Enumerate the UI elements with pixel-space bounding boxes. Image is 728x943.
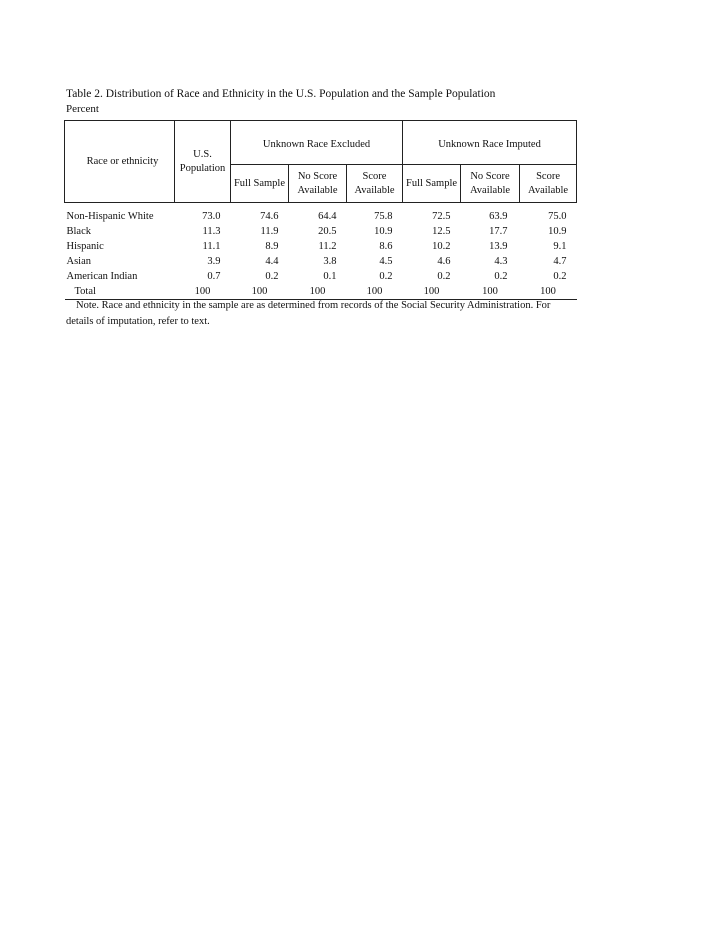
excluded-score-line1: Score	[362, 170, 387, 182]
row-label: American Indian	[66, 270, 138, 282]
cell: 11.1	[202, 240, 221, 252]
cell: 0.2	[379, 270, 393, 282]
cell: 11.9	[260, 225, 279, 237]
cell: 100	[289, 284, 347, 300]
cell: 13.9	[489, 240, 508, 252]
imputed-score-line1: Score	[536, 170, 560, 182]
cell: 100	[520, 284, 577, 300]
unknown-race-excluded-header: Unknown Race Excluded	[231, 121, 403, 165]
table-subtitle: Percent	[66, 103, 99, 115]
distribution-table	[64, 120, 576, 300]
table-row	[65, 209, 577, 224]
cell: 0.2	[265, 270, 279, 282]
header-row-1	[65, 121, 577, 165]
cell: 100	[347, 284, 403, 300]
imputed-no-score-line2: Available	[470, 184, 511, 196]
cell: 10.2	[432, 240, 451, 252]
table-title: Table 2. Distribution of Race and Ethnicity in the U.S. Population and the Sample Population	[66, 88, 496, 100]
cell: 10.9	[374, 225, 393, 237]
cell: 0.7	[207, 270, 221, 282]
row-label: Asian	[66, 255, 91, 267]
cell: 0.2	[437, 270, 451, 282]
cell: 20.5	[318, 225, 337, 237]
cell: 74.6	[260, 210, 279, 222]
cell: 12.5	[432, 225, 451, 237]
imputed-no-score-line1: No Score	[470, 170, 510, 182]
cell: 4.5	[379, 255, 393, 267]
cell: 75.8	[374, 210, 393, 222]
row-label: Non-Hispanic White	[66, 210, 154, 222]
cell: 9.1	[553, 240, 567, 252]
cell: 100	[175, 284, 231, 300]
excluded-no-score-line2: Available	[297, 184, 338, 196]
cell: 73.0	[202, 210, 221, 222]
us-population-header-line1: U.S.	[193, 148, 212, 160]
excluded-score-line2: Available	[354, 184, 395, 196]
cell: 8.6	[379, 240, 393, 252]
table-row	[65, 224, 577, 239]
race-header: Race or ethnicity	[65, 121, 175, 203]
excluded-score-header	[347, 165, 403, 203]
imputed-score-header	[520, 165, 577, 203]
cell: 17.7	[489, 225, 508, 237]
unknown-race-imputed-header: Unknown Race Imputed	[403, 121, 577, 165]
imputed-full-sample-header: Full Sample	[403, 165, 461, 203]
cell: 3.8	[323, 255, 337, 267]
imputed-score-line2: Available	[528, 184, 569, 196]
cell: 4.4	[265, 255, 279, 267]
cell: 64.4	[318, 210, 337, 222]
excluded-no-score-header	[289, 165, 347, 203]
cell: 63.9	[489, 210, 508, 222]
excluded-no-score-line1: No Score	[297, 170, 338, 182]
cell: 3.9	[207, 255, 221, 267]
us-population-header-line2: Population	[179, 162, 226, 174]
cell: 0.2	[553, 270, 567, 282]
cell: 100	[403, 284, 461, 300]
cell: 4.3	[494, 255, 508, 267]
row-label: Hispanic	[66, 240, 104, 252]
cell: 72.5	[432, 210, 451, 222]
cell: 100	[461, 284, 520, 300]
imputed-no-score-header	[461, 165, 520, 203]
cell: 4.6	[437, 255, 451, 267]
table-row	[65, 239, 577, 254]
cell: 8.9	[265, 240, 279, 252]
cell: 11.2	[318, 240, 337, 252]
cell: 0.2	[494, 270, 508, 282]
total-row	[65, 284, 577, 300]
cell: 11.3	[202, 225, 221, 237]
table-row	[65, 269, 577, 284]
cell: 100	[231, 284, 289, 300]
cell: 75.0	[548, 210, 567, 222]
row-label: Black	[66, 225, 91, 237]
total-label: Total	[65, 284, 175, 300]
us-population-header	[175, 121, 231, 203]
cell: 0.1	[323, 270, 337, 282]
note-text: Note. Race and ethnicity in the sample are as determined from records of the Social Security Administration. For details of imputation, refer to text.	[66, 300, 551, 327]
cell: 4.7	[553, 255, 567, 267]
excluded-full-sample-header: Full Sample	[231, 165, 289, 203]
cell: 10.9	[548, 225, 567, 237]
table-row	[65, 254, 577, 269]
table-note	[66, 298, 578, 330]
